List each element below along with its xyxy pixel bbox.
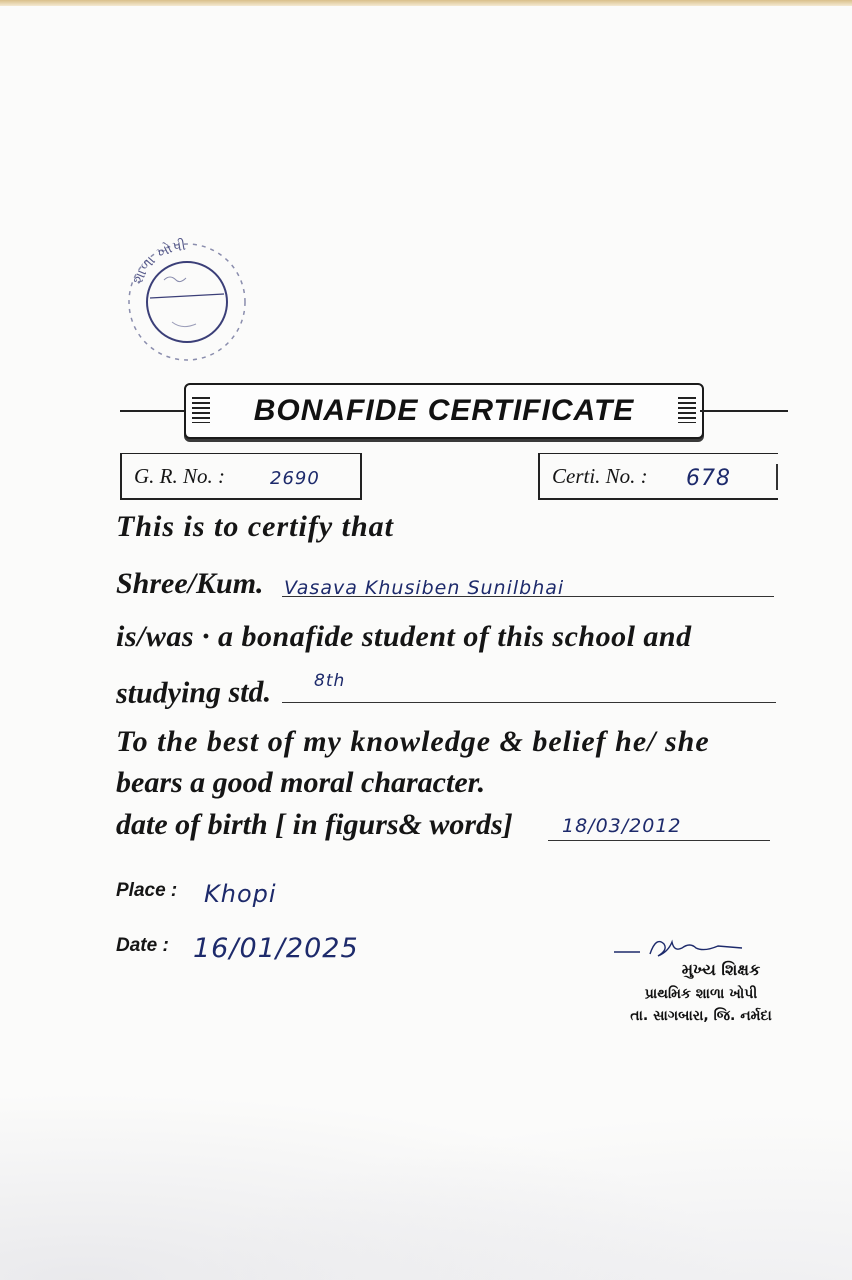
title-stripes-right [678,397,696,423]
certificate-number-label: Certi. No. : [552,464,648,488]
name-underline [282,596,774,597]
dob-underline [548,840,770,841]
headmaster-stamp [596,960,806,1024]
gr-number-value: 2690 [270,468,320,489]
paper-shading [0,1060,852,1280]
belief-line-2: bears a good moral character. [116,766,486,799]
school-seal [112,222,262,372]
title-rule-left [120,410,192,412]
dob-label: date of birth [ in figurs& words] [116,808,513,841]
title-banner [184,383,704,439]
place-value: Khopi [204,880,277,908]
standard-value: 8th [314,671,346,691]
standard-underline [282,702,776,703]
title-rule-right [700,410,788,412]
certificate-title: BONAFIDE CERTIFICATE [253,394,635,427]
student-name: Vasava Khusiben Sunilbhai [284,577,565,599]
certificate-number-value: 678 [686,466,731,491]
paper-top-edge [0,0,852,6]
name-label: Shree/Kum. [116,567,264,600]
belief-line-1: To the best of my knowledge & belief he/ she [116,725,710,758]
place-label: Place : [116,880,178,901]
stamp-line-2: પ્રાથમિક શાળા ખોપી [644,986,758,1002]
certificate-number-box [538,453,778,500]
seal-text: શાળા ખોપી [129,237,187,287]
stamp-line-1: મુખ્ય શિક્ષક [681,960,761,979]
date-value: 16/01/2025 [193,933,359,964]
student-statement: is/was · a bonafide student of this school and [116,620,692,653]
gr-number-label: G. R. No. : [134,464,225,488]
date-label: Date : [116,935,169,956]
stamp-line-3: તા. સાગબારા, જિ. નર્મદા [630,1008,772,1024]
certify-intro: This is to certify that [116,510,394,543]
standard-label: studying std. [115,675,272,710]
dob-value: 18/03/2012 [562,815,682,837]
gr-number-box [120,453,362,500]
